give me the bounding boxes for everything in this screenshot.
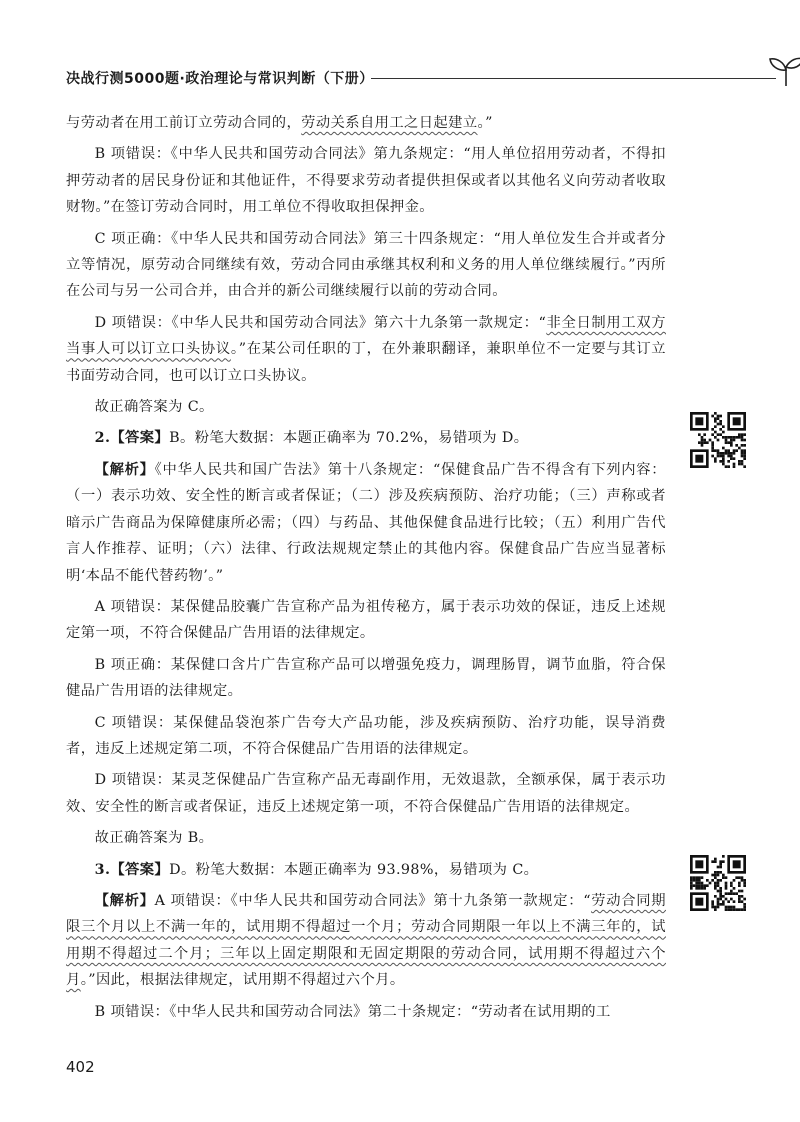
paragraph-option-d [66, 767, 666, 820]
text-segment: 与劳动者在用工前订立劳动合同的， [66, 115, 302, 131]
text-segment: B 项错误：《中华人民共和国劳动合同法》第二十条规定：“劳动者在试用期的工 [94, 1003, 611, 1020]
book-title: 决战行测5000题·政治理论与常识判断（下册） [66, 71, 374, 87]
text-segment: A 项错误：某保健品胶囊广告宣称产品为祖传秘方，属于表示功效的保证，违反上述规定第一项，不符合保健品广告用语的法律规定。 [66, 598, 666, 642]
text-segment: 故正确答案为 B。 [94, 830, 214, 847]
paragraph-option-b [66, 652, 666, 705]
text-segment: B 项正确：某保健口含片广告宣称产品可以增强免疫力，调理肠胃，调节血脂，符合保健品广告用语的法律规定。 [66, 656, 666, 700]
paragraph-option-c [66, 710, 666, 763]
emphasized-text: 劳动关系自用工之日起建立 [301, 115, 478, 131]
answer-label: 2.【答案】 [94, 430, 170, 447]
paragraph-continuation [66, 110, 666, 136]
text-segment: 。” [477, 115, 493, 131]
text-segment: A 项错误：《中华人民共和国劳动合同法》第十九条第一款规定：“ [154, 892, 591, 909]
paragraph-option-c [66, 226, 666, 305]
qr-code-icon[interactable] [690, 412, 746, 468]
emphasized-text: 非全日制用工双方当事人可以订立口头协议 [66, 314, 666, 358]
paragraph-option-d [66, 310, 666, 389]
analysis-label: 【解析】 [94, 892, 155, 909]
emphasized-text: 劳动合同期限三个月以上不满一年的，试用期不得超过一个月；劳动合同期限一年以上不满三年的，试用期不得超过二个月；三年以上固定期限和无固定期限的劳动合同，试用期不得超过六个月 [66, 892, 666, 989]
header-rule [371, 78, 776, 79]
answer-explanation-body [66, 110, 666, 1030]
text-segment: B。粉笔大数据：本题正确率为 70.2%，易错项为 D。 [169, 430, 529, 447]
text-segment: 《中华人民共和国广告法》第十八条规定：“保健食品广告不得含有下列内容：（一）表示功效、安全性的断言或者保证；（二）涉及疾病预防、治疗功能；（三）声称或者暗示广告商品为保障健康所必需；（四）与药品、其他保健食品进行比较；（五）利用广告代言人作推荐、证明；（六）法律、行政法规规定禁止的其他内容。保健食品广告应当显著标明‘本品不能代替药物’。” [66, 461, 666, 584]
paragraph-option-b [66, 999, 666, 1025]
text-segment: D 项错误：某灵芝保健品广告宣称产品无毒副作用，无效退款，全额承保，属于表示功效、安全性的断言或者保证，违反上述规定第一项，不符合保健品广告用语的法律规定。 [66, 772, 666, 815]
paragraph-answer-2 [66, 425, 666, 451]
text-segment: C 项错误：某保健品袋泡茶广告夸大产品功能，涉及疾病预防、治疗功能，误导消费者，违反上述规定第二项，不符合保健品广告用语的法律规定。 [66, 714, 666, 757]
page-number: 402 [66, 1058, 95, 1076]
running-header [66, 60, 766, 100]
paragraph-conclusion-2 [66, 825, 666, 851]
text-segment: 。”在某公司任职的丁，在外兼职翻译，兼职单位不一定要与其订立书面劳动合同，也可以订立口头协议。 [66, 341, 667, 384]
paragraph-option-b [66, 141, 666, 220]
answer-label: 3.【答案】 [94, 861, 170, 878]
qr-code-icon[interactable] [690, 855, 746, 911]
analysis-label: 【解析】 [94, 461, 155, 478]
text-segment: B 项错误：《中华人民共和国劳动合同法》第九条规定：“用人单位招用劳动者，不得扣押劳动者的居民身份证和其他证件，不得要求劳动者提供担保或者以其他名义向劳动者收取财物。”在签订劳动合同时，用工单位不得收取担保押金。 [66, 146, 666, 216]
paragraph-option-a [66, 594, 666, 647]
text-segment: 故正确答案为 C。 [94, 399, 214, 416]
text-segment: C 项正确：《中华人民共和国劳动合同法》第三十四条规定：“用人单位发生合并或者分立等情况，原劳动合同继续有效，劳动合同由承继其权利和义务的用人单位继续履行。”丙所在公司与另一公司合并，由合并的新公司继续履行以前的劳动合同。 [66, 230, 666, 300]
paragraph-conclusion-1 [66, 394, 666, 420]
paragraph-analysis-3 [66, 888, 666, 994]
text-segment: 。”因此，根据法律规定，试用期不得超过六个月。 [80, 972, 405, 989]
text-segment: D。粉笔大数据：本题正确率为 93.98%，易错项为 C。 [169, 861, 539, 878]
paragraph-answer-3 [66, 857, 666, 883]
paragraph-analysis-2 [66, 457, 666, 589]
text-segment: D 项错误：《中华人民共和国劳动合同法》第六十九条第一款规定：“ [94, 314, 547, 331]
sprout-icon [766, 54, 800, 88]
